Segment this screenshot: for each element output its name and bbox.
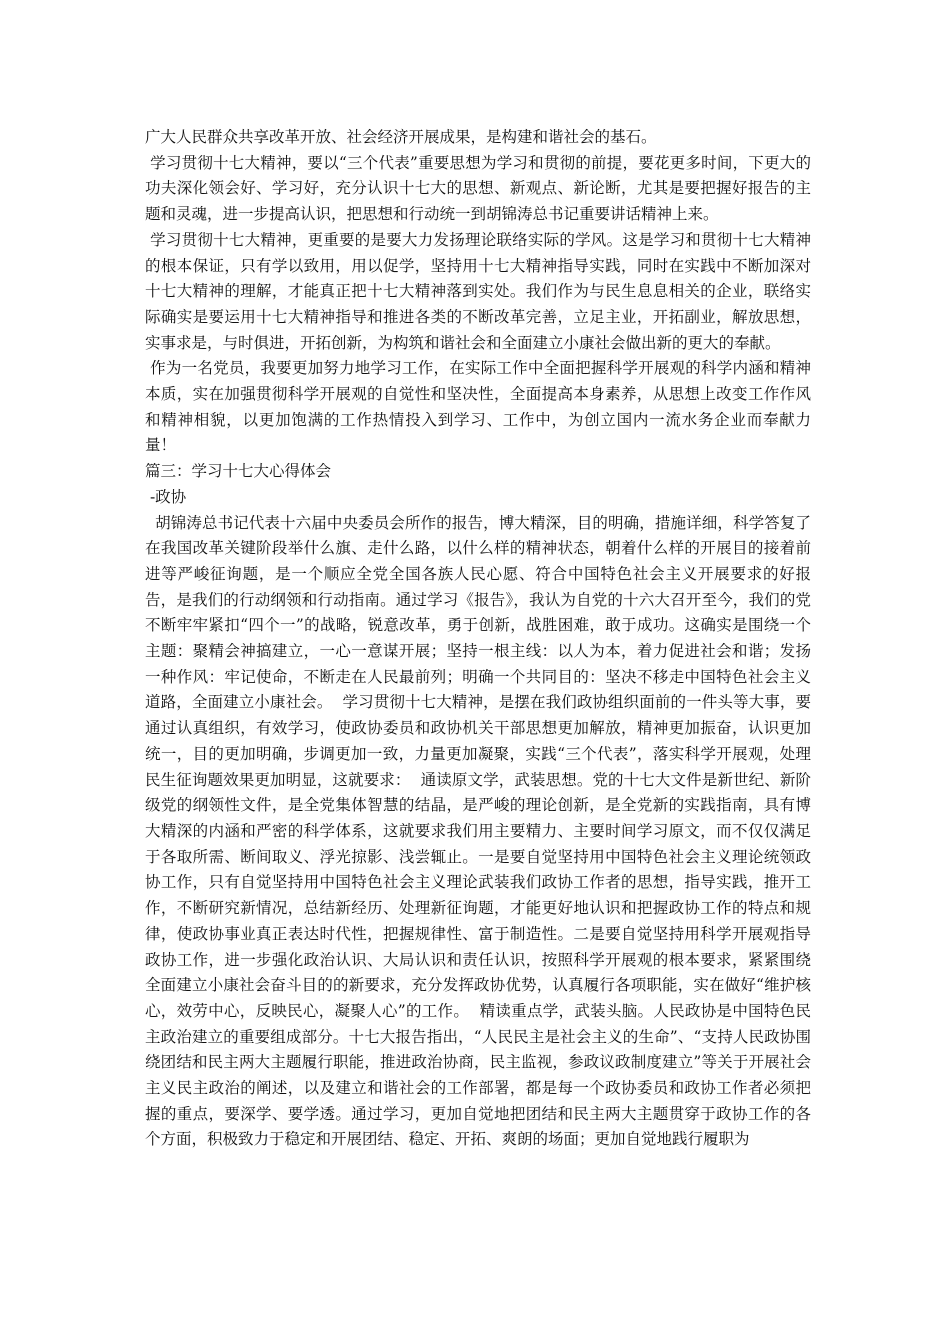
paragraph-4: 作为一名党员，我要更加努力地学习工作，在实际工作中全面把握科学开展观的科学内涵和精神本质，实在加强贯彻科学开展观的自觉性和坚决性，全面提高本身素养，从思想上改变工作作风和精神相貌，以更加饱满的工作热情投入到学习、工作中，为创立国内一流水务企业而奉献力量！ (145, 359, 811, 455)
section-heading: 篇三：学习十七大心得体会 (145, 462, 332, 481)
document-page (145, 125, 811, 1153)
section-subheading: -政协 (145, 487, 187, 506)
paragraph-1: 广大人民群众共享改革开放、社会经济开展成果，是构建和谐社会的基石。 (145, 128, 657, 146)
paragraph-2: 学习贯彻十七大精神，要以“三个代表”重要思想为学习和贯彻的前提，要花更多时间，下更大的功夫深化领会好、学习好，充分认识十七大的思想、新观点、新论断，尤其是要把握好报告的主题和灵魂，进一步提高认识，把思想和行动统一到胡锦涛总书记重要讲话精神上来。 (145, 153, 811, 224)
body-paragraph: 胡锦涛总书记代表十六届中央委员会所作的报告，博大精深，目的明确，措施详细，科学答复了在我国改革关键阶段举什么旗、走什么路，以什么样的精神状态，朝着什么样的开展目的接着前进等严峻征询题，是一个顺应全党全国各族人民心愿、符合中国特色社会主义开展要求的好报告，是我们的行动纲领和行动指南。通过学习《报告》，我认为自党的十六大召开至今，我们的党不断牢牢紧扣“四个一”的战略，锐意改革，勇于创新，战胜困难，敢于成功。这确实是围绕一个主题：聚精会神搞建立，一心一意谋开展；坚持一根主线：以人为本，着力促进社会和谐；发扬一种作风：牢记使命，不断走在人民最前列；明确一个共同目的：坚决不移走中国特色社会主义道路，全面建立小康社会。 学习贯彻十七大精神，是摆在我们政协组织面前的一件头等大事，要通过认真组织，有效学习，使政协委员和政协机关干部思想更加解放，精神更加振奋，认识更加统一，目的更加明确，步调更加一致，力量更加凝聚，实践“三个代表”，落实科学开展观，处理民生征询题效果更加明显，这就要求： 通读原文学，武装思想。党的十七大文件是新世纪、新阶级党的纲领性文件，是全党集体智慧的结晶，是严峻的理论创新，是全党新的实践指南，具有博大精深的内涵和严密的科学体系，这就要求我们用主要精力、主要时间学习原文，而不仅仅满足于各取所需、断间取义、浮光掠影、浅尝辄止。一是要自觉坚持用中国特色社会主义理论统领政协工作，只有自觉坚持用中国特色社会主义理论武装我们政协工作者的思想，指导实践，推开工作，不断研究新情况，总结新经历、处理新征询题，才能更好地认识和把握政协工作的特点和规律，使政协事业真正表达时代性，把握规律性、富于制造性。二是要自觉坚持用科学开展观指导政协工作，进一步强化政治认识、大局认识和责任认识，按照科学开展观的根本要求，紧紧围绕全面建立小康社会奋斗目的的新要求，充分发挥政协优势，认真履行各项职能，实在做好“维护核心，效劳中心，反映民心，凝聚人心”的工作。 精读重点学，武装头脑。人民政协是中国特色民主政治建立的重要组成部分。十七大报告指出，“人民民主是社会主义的生命”、“支持人民政协围绕团结和民主两大主题履行职能，推进政治协商，民主监视，参政议政制度建立”等关于开展社会主义民主政治的阐述，以及建立和谐社会的工作部署，都是每一个政协委员和政协工作者必须把握的重点，要深学、要学透。通过学习，更加自觉地把团结和民主两大主题贯穿于政协工作的各个方面，积极致力于稳定和开展团结、稳定、开拓、爽朗的场面；更加自觉地践行履职为 (145, 513, 811, 1149)
paragraph-3: 学习贯彻十七大精神，更重要的是要大力发扬理论联络实际的学风。这是学习和贯彻十七大精神的根本保证，只有学以致用，用以促学，坚持用十七大精神指导实践，同时在实践中不断加深对十七大精神的理解，才能真正把十七大精神落到实处。我们作为与民生息息相关的企业，联络实际确实是要运用十七大精神指导和推进各类的不断改革完善，立足主业，开拓副业，解放思想，实事求是，与时俱进，开拓创新，为构筑和谐社会和全面建立小康社会做出新的更大的奉献。 (145, 230, 811, 352)
